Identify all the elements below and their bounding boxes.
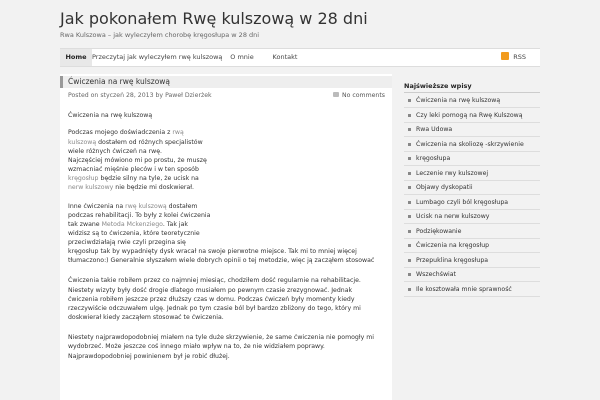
post-line (68, 128, 184, 137)
post-author[interactable]: Paweł Dzierżek (165, 92, 212, 99)
recent-post-label: Rwa Udowa (416, 126, 453, 133)
recent-post-label: Wszechświat (416, 271, 456, 278)
post-text: Inne ćwiczenia na (68, 203, 126, 210)
post-text: . Tak jak (162, 221, 188, 228)
post-text: nie będzie mi doskwierał. (113, 184, 194, 191)
post-line (68, 138, 203, 147)
post-text: wzmacniać mięśnie pleców i w ten sposób (68, 166, 199, 173)
recent-post-item[interactable] (404, 152, 540, 166)
recent-post-label: Ćwiczenia na rwę kulszową (416, 97, 501, 104)
recent-post-item[interactable] (404, 181, 540, 195)
post-line (68, 111, 152, 120)
post-line (68, 220, 188, 229)
recent-post-label: Ćwiczenia na skoliozę -skrzywienie (416, 140, 524, 148)
bullet-icon (408, 215, 411, 218)
rss-label: RSS (513, 53, 526, 61)
nav-item-kontakt[interactable]: Kontakt (272, 53, 298, 61)
recent-post-item[interactable] (404, 239, 540, 253)
post-text: podczas rehabilitacji. To były z kolei ćwiczenia (68, 212, 211, 219)
post-text: dostałem od różnych specjalistów (96, 139, 203, 146)
post-link[interactable]: kręgosłup (68, 175, 99, 182)
recent-post-item[interactable] (404, 109, 540, 123)
recent-post-item[interactable] (404, 268, 540, 282)
post-text: Ćwiczenia na rwę kulszową (68, 112, 153, 119)
recent-post-item[interactable] (404, 210, 540, 224)
post-text: wiele różnych ćwiczeń na rwę. (68, 148, 162, 155)
bullet-icon (408, 128, 411, 131)
nav-item-przeczytaj[interactable]: Przeczytaj jak wyleczyłem rwę kulszową (92, 53, 223, 61)
recent-post-label: Objawy dyskopatii (416, 184, 473, 191)
rss-icon (501, 52, 509, 60)
bullet-icon (408, 201, 411, 204)
bullet-icon (408, 99, 411, 102)
bullet-icon (408, 143, 411, 146)
post-line (68, 156, 207, 165)
post-text: Najprawdopodobniej powinienem był je robić dłużej. (68, 353, 230, 360)
post-line (68, 295, 355, 304)
post-text: Niestety najprawdopodobniej miałem na tyle duże skrzywienie, że same ćwiczenia nie pomogły mi (68, 334, 374, 341)
comments-link[interactable] (333, 92, 385, 99)
post-line (68, 183, 194, 192)
site-description: Rwa Kulszowa – jak wyleczyłem chorobę kręgosłupa w 28 dni (60, 31, 260, 39)
post-text: dostałem (166, 203, 198, 210)
recent-post-label: Czy leki pomogą na Rwę Kulszową (416, 111, 523, 119)
post-line (68, 229, 200, 238)
post-link[interactable]: Metoda Mckenziego (101, 221, 163, 228)
recent-post-label: Ile kosztowała mnie sprawność (416, 285, 512, 293)
post-text: Ćwiczenia takie robiłem przez co najmniej miesiąc, chodziłem dość regularnie na rehabilitacje. (68, 277, 361, 284)
post-text: Najczęściej mówiono mi po prostu, że muszę (68, 157, 207, 164)
bullet-icon (408, 172, 411, 175)
bullet-icon (408, 244, 411, 247)
post-text: będzie silny na tyle, że ucisk na (98, 175, 199, 182)
post-text: widzisz są to ćwiczenia, które teoretycznie (68, 230, 200, 237)
main-navigation (60, 48, 540, 67)
recent-post-item[interactable] (404, 94, 540, 108)
bullet-icon (408, 273, 411, 276)
post-text: tak zwane (68, 221, 102, 228)
site-header (60, 0, 540, 48)
post-text: wydobrzeć. Może jeszcze coś innego miało wpływ na to, że nie widziałem poprawy. (68, 343, 325, 350)
recent-post-label: Leczenie rwy kulszowej (416, 169, 489, 177)
post-line (68, 304, 361, 313)
recent-post-item[interactable] (404, 254, 540, 268)
post-content (60, 74, 392, 400)
post-title-bar (60, 76, 392, 88)
post-line (68, 286, 352, 295)
sidebar-divider (404, 92, 540, 93)
post-line (68, 247, 357, 256)
post-link[interactable]: rwą (172, 129, 184, 136)
post-text: Niestety wizyty były dość drogie dlatego musiałem po pewnym czasie zrezygnować. Jednak (68, 287, 353, 294)
comments-label: No comments (341, 92, 385, 99)
post-text: Podczas mojego doświadczenia z (68, 129, 173, 136)
post-line (68, 352, 230, 361)
post-text: przeciwdziałają rwie czyli przegina się (68, 239, 186, 246)
post-line (68, 211, 210, 220)
recent-post-item[interactable] (404, 138, 540, 152)
post-line (68, 342, 325, 351)
bullet-icon (408, 186, 411, 189)
post-title[interactable]: Ćwiczenia na rwę kulszową (68, 77, 171, 86)
bullet-icon (408, 230, 411, 233)
comment-icon (333, 92, 339, 97)
post-line (68, 174, 199, 183)
post-text: tłumaczono:) Generalnie słyszałem wiele dobrych opinii o tej metodzie, więc ją zacząłem stosować (68, 257, 375, 264)
post-text: kręgosłup tak by wypadnięty dysk wracał na swoje pierwotne miejsce. Tak mi to mniej więcej (68, 248, 357, 255)
recent-post-label: kręgosłupa (416, 155, 451, 162)
post-text: rzeczywiście odczuwałem ulgę. Jednak po tym czasie ból był bardzo zbliżony do tego, który mi (68, 305, 361, 312)
recent-post-label: Przepuklina kręgosłupa (416, 256, 489, 264)
site-title[interactable]: Jak pokonałem Rwę kulszową w 28 dni (60, 9, 368, 28)
post-meta (68, 92, 212, 99)
post-link[interactable]: nerw kulszowy (68, 184, 114, 191)
sidebar (398, 74, 540, 400)
recent-post-label: Lumbago czyli ból kręgosłupa (416, 198, 509, 206)
sidebar-title: Najświeższe wpisy (404, 82, 472, 90)
post-line (68, 238, 186, 247)
post-text: ćwiczenia robiłem jeszcze przez dłuższy czas w domu. Podczas ćwiczeń były momenty kiedy (68, 296, 355, 303)
post-line (68, 147, 162, 156)
post-text: doskwierał kiedy zacząłem stosować te ćwiczenia. (68, 314, 224, 321)
post-line (68, 276, 361, 285)
nav-item-home[interactable]: Home (60, 49, 92, 66)
post-meta-prefix: Posted on styczeń 28, 2013 by (68, 92, 166, 99)
post-line (68, 256, 374, 265)
post-line (68, 165, 199, 174)
rss-link[interactable] (501, 49, 526, 66)
bullet-icon (408, 157, 411, 160)
recent-post-label: Ucisk na nerw kulszowy (416, 213, 490, 220)
recent-post-label: Podziękowanie (416, 227, 462, 235)
bullet-icon (408, 114, 411, 117)
nav-item-o-mnie[interactable]: O mnie (230, 53, 254, 61)
post-line (68, 333, 374, 342)
recent-post-item[interactable] (404, 167, 540, 181)
recent-post-item[interactable] (404, 225, 540, 239)
recent-post-label: Ćwiczenia na kręgosłup (416, 242, 490, 249)
recent-post-item[interactable] (404, 283, 540, 297)
bullet-icon (408, 259, 411, 262)
post-line (68, 202, 197, 211)
recent-post-item[interactable] (404, 196, 540, 210)
post-link[interactable]: rwę kulszową (125, 203, 167, 210)
bullet-icon (408, 288, 411, 291)
recent-post-item[interactable] (404, 123, 540, 137)
post-line (68, 313, 224, 322)
post-link[interactable]: kulszową (68, 139, 97, 146)
